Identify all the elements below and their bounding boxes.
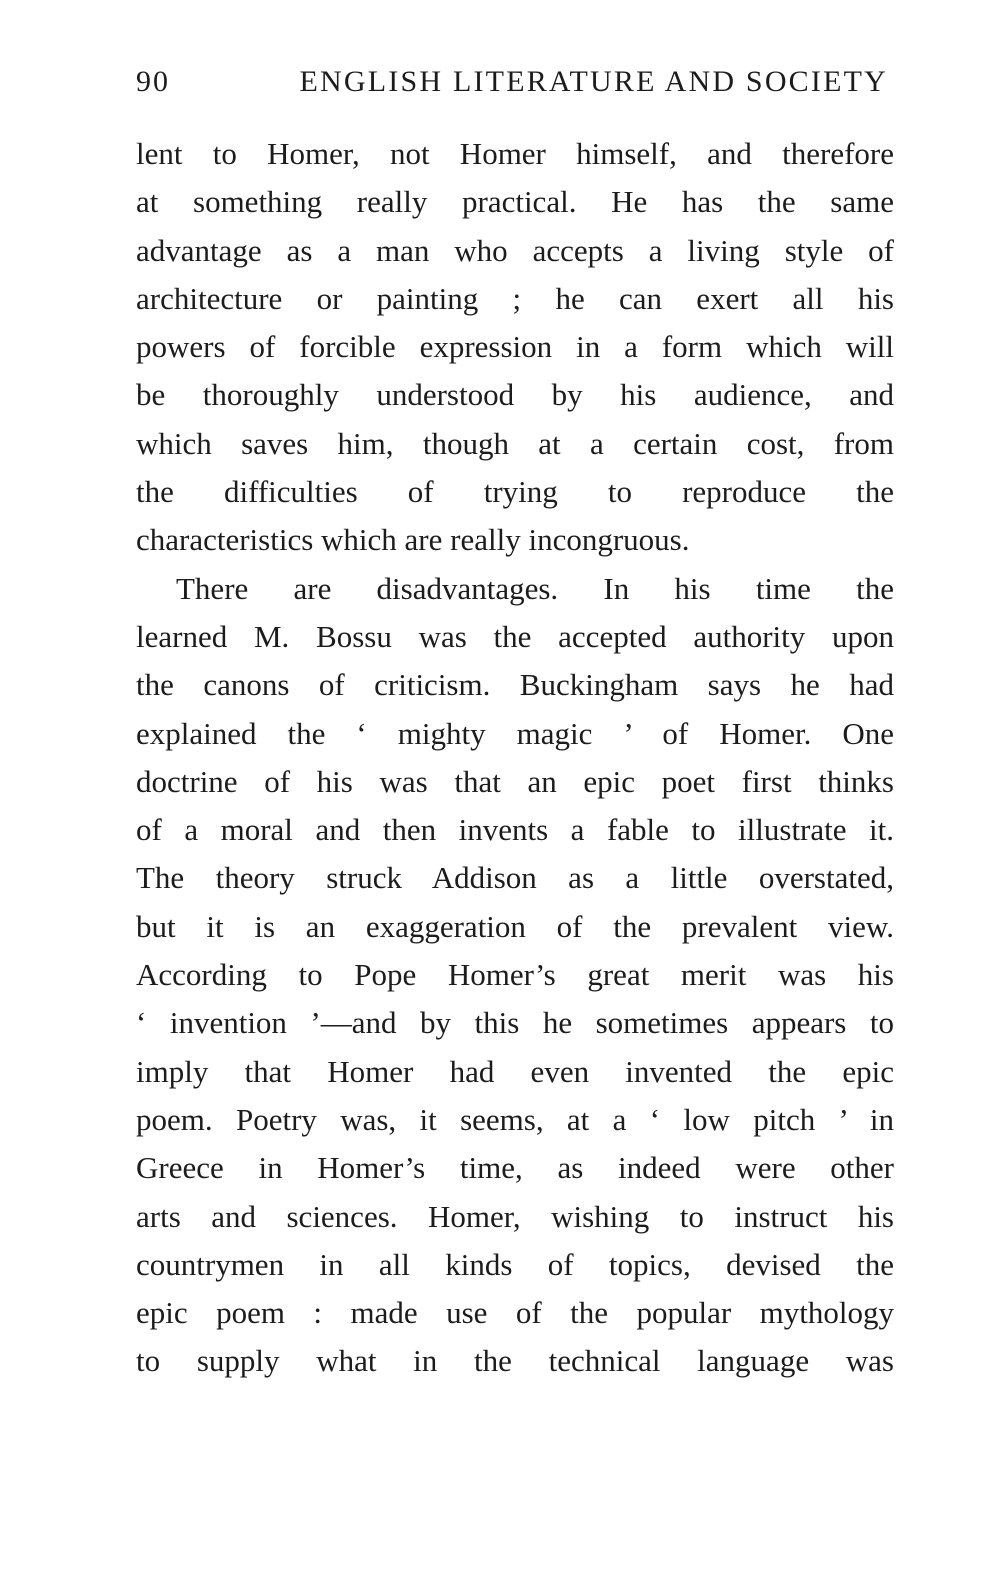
running-head [136, 62, 888, 102]
text-line: but it is an exaggeration of the prevalent view. [136, 908, 894, 944]
text-line: There are disadvantages. In his time the [176, 570, 894, 606]
text-line: the canons of criticism. Buckingham says he had [136, 667, 894, 703]
text-line: epic poem : made use of the popular mythology [136, 1295, 894, 1331]
text-line: imply that Homer had even invented the epic [136, 1053, 894, 1089]
text-line: at something really practical. He has the same [136, 184, 894, 220]
text-line: advantage as a man who accepts a living style of [136, 232, 894, 268]
text-line: of a moral and then invents a fable to illustrate it. [136, 812, 894, 848]
text-line: be thoroughly understood by his audience, and [136, 377, 894, 413]
body-text [136, 130, 894, 1386]
text-line: countrymen in all kinds of topics, devised the [136, 1246, 894, 1282]
text-line: According to Pope Homer’s great merit was his [136, 957, 894, 993]
text-line: powers of forcible expression in a form which will [136, 329, 894, 365]
text-line: which saves him, though at a certain cost, from [136, 425, 894, 461]
text-line: to supply what in the technical language was [136, 1343, 894, 1379]
text-line: Greece in Homer’s time, as indeed were other [136, 1150, 894, 1186]
text-line: doctrine of his was that an epic poet first thinks [136, 763, 894, 799]
text-line: explained the ‘ mighty magic ’ of Homer. One [136, 715, 894, 751]
text-line: poem. Poetry was, it seems, at a ‘ low pitch ’ in [136, 1101, 894, 1137]
running-head-title: ENGLISH LITERATURE AND SOCIETY [299, 65, 888, 98]
text-line: ‘ invention ’—and by this he sometimes appears to [136, 1005, 894, 1041]
text-line: characteristics which are really incongruous. [136, 522, 690, 558]
text-line: learned M. Bossu was the accepted authority upon [136, 618, 894, 654]
text-line: arts and sciences. Homer, wishing to instruct his [136, 1198, 894, 1234]
text-line: the difficulties of trying to reproduce the [136, 474, 894, 510]
page-number: 90 [136, 65, 170, 98]
text-line: lent to Homer, not Homer himself, and therefore [136, 136, 894, 171]
text-line: The theory struck Addison as a little overstated, [136, 860, 894, 896]
text-line: architecture or painting ; he can exert all his [136, 280, 894, 316]
